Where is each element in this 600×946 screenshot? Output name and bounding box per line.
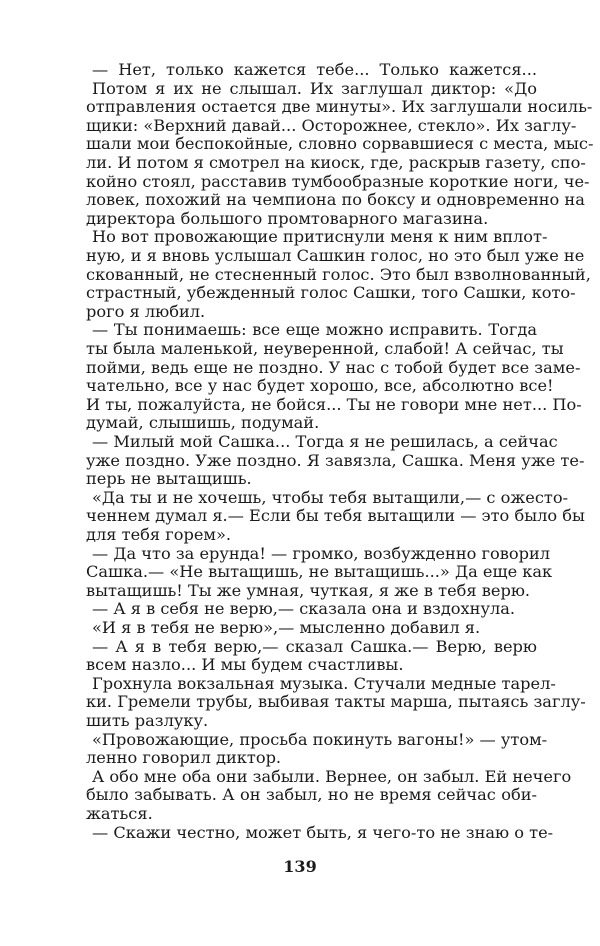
text-line: — Нет, только кажется тебе... Только кажется... <box>92 60 537 79</box>
text-line: койно стоял, расставив тумбообразные короткие ноги, че- <box>86 171 590 191</box>
text-line: — Ты понимаешь: все еще можно исправить. Тогда <box>92 320 537 340</box>
text-line: — Милый мой Сашка... Тогда я не решилась, а сейчас <box>92 432 558 451</box>
text-line: всем назло... И мы будем счастливы. <box>86 655 404 675</box>
text-line: директора большого промтоварного магазина. <box>86 208 489 228</box>
text-line: «И я в тебя не верю»,— мысленно добавил я. <box>92 618 481 637</box>
text-line: ки. Гремели трубы, выбивая такты марша, пытаясь заглу- <box>86 692 586 712</box>
text-line: чательно, все у нас будет хорошо, все, абсолютно все! <box>86 376 554 396</box>
text-line: отправления остается две минуты». Их заглушали носиль- <box>86 97 593 117</box>
text-line: «Провожающие, просьба покинуть вагоны!» — утом- <box>92 729 548 749</box>
text-line: шить разлуку. <box>86 711 209 730</box>
text-line: ченнем думал я.— Если бы тебя вытащили — это было бы <box>86 506 585 526</box>
text-line: шали мои беспокойные, словно сорвавшиеся с места, мыс- <box>86 134 594 154</box>
text-line: перь не вытащишь. <box>86 469 252 489</box>
text-line: щики: «Верхний давай... Осторожнее, стекло». Их заглу- <box>86 115 577 135</box>
text-line: уже поздно. Уже поздно. Я завязла, Сашка. Меня уже те- <box>86 450 585 470</box>
text-line: ную, и я вновь услышал Сашкин голос, но это был уже не <box>86 246 585 265</box>
page-number: 139 <box>283 857 317 877</box>
text-line: Но вот провожающие притиснули меня к ним вплот- <box>92 227 548 247</box>
text-line: И ты, пожалуйста, не бойся... Ты не говори мне нет... По- <box>86 394 582 414</box>
text-line: ловек, похожий на чемпиона по боксу и одновременно на <box>86 190 585 210</box>
text-line: «Да ты и не хочешь, чтобы тебя вытащили,— с ожесто- <box>92 487 569 507</box>
text-line: — Да что за ерунда! — громко, возбужденно говорил <box>92 543 551 563</box>
text-line: думай, слышишь, подумай. <box>86 413 320 433</box>
text-line: скованный, не стесненный голос. Это был взволнованный, <box>86 264 591 284</box>
text-line: Грохнула вокзальная музыка. Стучали медные тарел- <box>92 673 556 693</box>
text-line: — Скажи честно, может быть, я чего-то не знаю о те- <box>92 822 554 842</box>
text-line: ты была маленькой, неуверенной, слабой! А сейчас, ты <box>86 339 564 358</box>
text-line: жаться. <box>86 804 153 823</box>
text-line: ленно говорил диктор. <box>86 748 282 768</box>
text-line: А обо мне оба они забыли. Вернее, он забыл. Ей нечего <box>92 766 572 786</box>
text-line: вытащишь! Ты же умная, чуткая, я же в тебя верю. <box>86 580 531 600</box>
text-line: Потом я их не слышал. Их заглушал диктор: «До <box>92 78 537 98</box>
text-line: — А я в тебя верю,— сказал Сашка.— Верю, верю <box>92 636 537 656</box>
text-line: страстный, убежденный голос Сашки, того Сашки, кото- <box>86 283 576 303</box>
text-line: для тебя горем». <box>86 525 232 544</box>
text-line: рого я любил. <box>86 301 206 321</box>
text-line: пойми, ведь еще не поздно. У нас с тобой будет все заме- <box>86 357 581 377</box>
text-line: Сашка.— «Не вытащишь, не вытащишь...» Да еще как <box>86 562 553 582</box>
text-line: было забывать. А он забыл, но не время сейчас оби- <box>86 785 537 805</box>
text-line: ли. И потом я смотрел на киоск, где, раскрыв газету, спо- <box>86 153 586 172</box>
text-line: — А я в себя не верю,— сказала она и вздохнула. <box>92 599 516 619</box>
